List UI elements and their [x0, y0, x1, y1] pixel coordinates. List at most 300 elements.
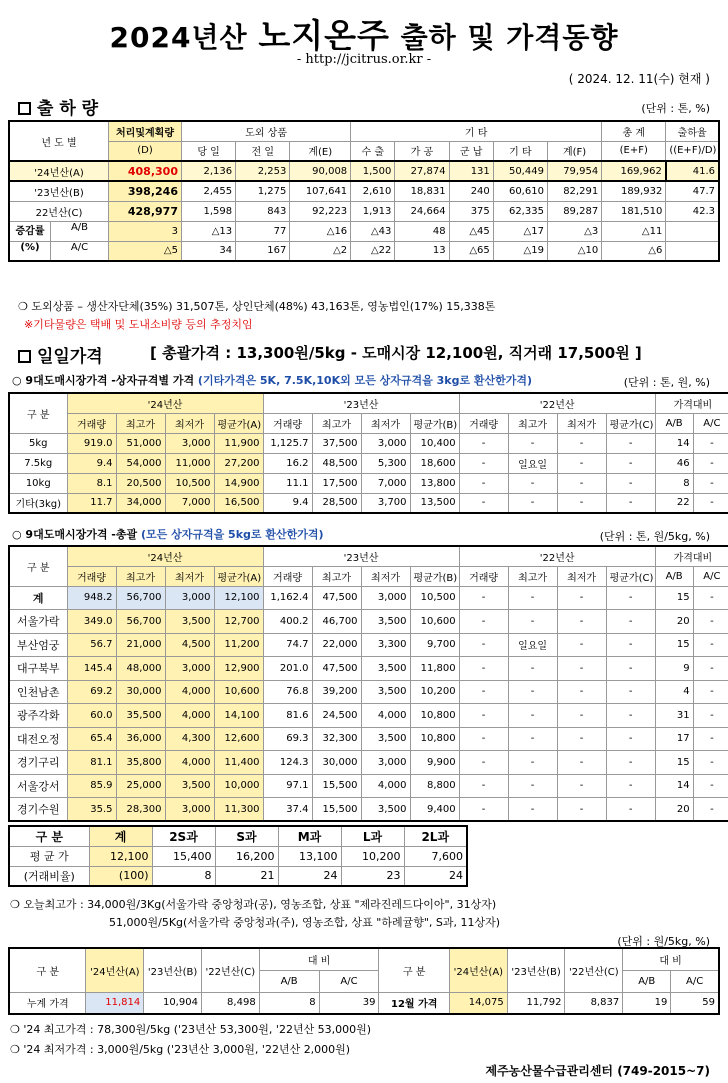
cell: - — [459, 610, 508, 634]
cell: 평균가(A) — [214, 413, 263, 433]
cell: 11,792 — [507, 992, 565, 1014]
cell: (100) — [89, 866, 152, 886]
cell: 22,000 — [312, 633, 361, 657]
cell: 10,600 — [214, 680, 263, 704]
cell: 145.4 — [67, 657, 116, 681]
cell: 1,500 — [351, 161, 395, 181]
cell: - — [557, 657, 606, 681]
cell: 4,000 — [361, 774, 410, 798]
cell: 11,400 — [214, 751, 263, 775]
cell: 11,000 — [165, 453, 214, 473]
cell: - — [557, 751, 606, 775]
site-url: - http://jcitrus.or.kr - — [296, 52, 432, 67]
cell: - — [459, 657, 508, 681]
cell: 11.7 — [67, 493, 116, 513]
cell: 20 — [655, 610, 693, 634]
cell: 최고가 — [312, 413, 361, 433]
cell: - — [606, 704, 655, 728]
cell: - — [557, 453, 606, 473]
cell: 47.7 — [666, 181, 719, 201]
cell: - — [557, 493, 606, 513]
table-row — [9, 774, 728, 798]
cell: - — [693, 657, 728, 681]
cell: 16,500 — [214, 493, 263, 513]
cell: - — [693, 586, 728, 610]
cell: 81.1 — [67, 751, 116, 775]
cell: - — [557, 586, 606, 610]
col-gubun: 구 분 — [9, 546, 67, 586]
col-y24: '24년산 — [67, 393, 263, 413]
table-row — [9, 704, 728, 728]
cell: - — [459, 774, 508, 798]
table-row — [9, 798, 728, 822]
cell: 167 — [236, 241, 290, 261]
cell: 39,200 — [312, 680, 361, 704]
col-y22: '22년산 — [459, 393, 655, 413]
change-ac-label: A/C — [50, 242, 108, 261]
col-outside: 도외 상품 — [181, 121, 350, 141]
cell: 14,900 — [214, 473, 263, 493]
size-header: 계 — [89, 826, 152, 846]
table-row — [9, 680, 728, 704]
cell: 평균가(C) — [606, 566, 655, 586]
cell: - — [508, 493, 557, 513]
cell: 9 — [655, 657, 693, 681]
cell: 11,800 — [410, 657, 459, 681]
cell: - — [508, 586, 557, 610]
cell: 18,600 — [410, 453, 459, 473]
cell: 12,100 — [89, 846, 152, 866]
cell: 34,000 — [116, 493, 165, 513]
cell: 2,136 — [181, 161, 235, 181]
cell: - — [606, 727, 655, 751]
cell: 9.4 — [67, 453, 116, 473]
cell: 35,800 — [116, 751, 165, 775]
cell: 14 — [655, 774, 693, 798]
cell: - — [557, 680, 606, 704]
checkbox-square-icon — [18, 350, 31, 363]
cell: 19 — [623, 992, 671, 1014]
cell: △65 — [449, 241, 493, 261]
cell: 거래량 — [263, 413, 312, 433]
cell: △22 — [351, 241, 395, 261]
cell: 69.2 — [67, 680, 116, 704]
cell: - — [508, 704, 557, 728]
cell: △16 — [290, 221, 351, 241]
daily-summary: [ 총괄가격 : 13,300원/5kg - 도매시장 12,100원, 직거래 17,500원 ] — [150, 344, 642, 362]
cell: △13 — [181, 221, 235, 241]
row-label: 5kg — [9, 433, 67, 453]
cell: 8 — [655, 473, 693, 493]
cell: 8 — [152, 866, 215, 886]
cell: 47,500 — [312, 586, 361, 610]
table-row — [9, 846, 467, 866]
today-max-note-1: ❍ 오늘최고가 : 34,000원/3Kg(서울가락 중앙청과(공), 영농조합, 상표 "제라진레드다이아", 31상자) — [10, 898, 497, 911]
cell: 843 — [236, 201, 290, 221]
row-label: (거래비율) — [9, 866, 89, 886]
cell: 428,977 — [109, 201, 182, 221]
report-date: ( 2024. 12. 11(수) 현재 ) — [568, 72, 710, 86]
row-label: 경기수원 — [9, 798, 67, 822]
shipment-unit: (단위 : 톤, %) — [641, 102, 710, 115]
cell: 최고가 — [508, 566, 557, 586]
cell: 최고가 — [312, 566, 361, 586]
cell: 거래량 — [67, 566, 116, 586]
row-label: 22년산(C) — [9, 201, 109, 221]
cell: - — [693, 798, 728, 822]
cell: 3,000 — [361, 751, 410, 775]
cell: 9.4 — [263, 493, 312, 513]
cell: 400.2 — [263, 610, 312, 634]
min-price-note: ❍ '24 최저가격 : 3,000원/5kg ('23년산 3,000원, '22년산 2,000원) — [10, 1043, 351, 1056]
cell: 일요일 — [508, 453, 557, 473]
cell: 최저가 — [557, 413, 606, 433]
cell: - — [557, 610, 606, 634]
cell: - — [693, 453, 728, 473]
col-header: 수 출 — [351, 141, 395, 161]
box-price-unit: (단위 : 톤, 원, %) — [623, 376, 710, 389]
cell: 59 — [671, 992, 719, 1014]
cell: 56,700 — [116, 610, 165, 634]
cell: △2 — [290, 241, 351, 261]
col-header: 군 납 — [449, 141, 493, 161]
cell: 398,246 — [109, 181, 182, 201]
row-label: 서울가락 — [9, 610, 67, 634]
cell: - — [606, 680, 655, 704]
change-label: 증감률 — [15, 225, 45, 237]
size-header: 2L과 — [404, 826, 467, 846]
table-row — [9, 221, 719, 241]
cell: 22 — [655, 493, 693, 513]
col-gubun: 구 분 — [379, 948, 450, 992]
change-ab-label: A/B — [50, 222, 108, 241]
col-header: 기 타 — [493, 141, 547, 161]
cell: 4 — [655, 680, 693, 704]
cell: 35.5 — [67, 798, 116, 822]
cell: 28,500 — [312, 493, 361, 513]
cell: 48 — [395, 221, 449, 241]
cell: 20 — [655, 798, 693, 822]
cell: 최저가 — [361, 413, 410, 433]
cell: 50,449 — [493, 161, 547, 181]
cell: 7,600 — [404, 846, 467, 866]
cell: 37.4 — [263, 798, 312, 822]
cell: 7,000 — [361, 473, 410, 493]
cell: - — [606, 610, 655, 634]
cell: 12,900 — [214, 657, 263, 681]
cumulative-price-table — [8, 947, 720, 1015]
cell: 4,500 — [165, 633, 214, 657]
cumulative-unit: (단위 : 원/5kg, %) — [617, 935, 710, 948]
table-row — [9, 866, 467, 886]
total-price-unit: (단위 : 톤, 원/5kg, %) — [599, 530, 710, 543]
cell: 97.1 — [263, 774, 312, 798]
shipment-section-title: 출 하 량 — [18, 94, 98, 119]
cell: 13 — [395, 241, 449, 261]
change-label: (%) — [20, 241, 40, 253]
cell: △10 — [547, 241, 601, 261]
cell: - — [508, 657, 557, 681]
cell: A/C — [693, 566, 728, 586]
col-y23: '23년산 — [263, 393, 459, 413]
cell: 거래량 — [263, 566, 312, 586]
cell: 18,831 — [395, 181, 449, 201]
col-total: 총 계 — [602, 121, 666, 141]
cell: - — [459, 680, 508, 704]
max-price-note: ❍ '24 최고가격 : 78,300원/5kg ('23년산 53,300원, '22년산 53,000원) — [10, 1023, 372, 1036]
cell: 평균가(C) — [606, 413, 655, 433]
cell: 15 — [655, 586, 693, 610]
cell: 16,200 — [215, 846, 278, 866]
cell: - — [606, 453, 655, 473]
cell: 62,335 — [493, 201, 547, 221]
cell: 10,600 — [410, 610, 459, 634]
col-plan: 처리및계획량 — [109, 121, 182, 141]
cell: △43 — [351, 221, 395, 241]
box-price-table — [8, 392, 728, 514]
row-label: '24년산(A) — [9, 161, 109, 181]
cell: 30,000 — [116, 680, 165, 704]
cell: A/C — [319, 970, 379, 992]
col-y24: '24년산 — [67, 546, 263, 566]
cell: 85.9 — [67, 774, 116, 798]
market-price-table — [8, 545, 728, 822]
cell: △45 — [449, 221, 493, 241]
cell: 948.2 — [67, 586, 116, 610]
cell: 21 — [215, 866, 278, 886]
daily-section-title: 일일가격 — [18, 342, 103, 367]
cell: 189,932 — [602, 181, 666, 201]
cell: 3,000 — [165, 433, 214, 453]
cell: 35,500 — [116, 704, 165, 728]
cell: 65.4 — [67, 727, 116, 751]
cell: 23 — [341, 866, 404, 886]
col-header: 전 일 — [236, 141, 290, 161]
cell: 일요일 — [508, 633, 557, 657]
col-y23: '23년산 — [263, 546, 459, 566]
table-row — [9, 181, 719, 201]
cell: - — [459, 798, 508, 822]
cell: - — [557, 774, 606, 798]
row-label: '23년산(B) — [9, 181, 109, 201]
cell: 3,000 — [165, 657, 214, 681]
cell: △3 — [547, 221, 601, 241]
footer-center: 제주농산물수급관리센터 (749-2015~7) — [485, 1064, 710, 1078]
table-row — [9, 657, 728, 681]
cell: 최저가 — [361, 566, 410, 586]
cell: 34 — [181, 241, 235, 261]
col-year: 년 도 별 — [9, 121, 109, 161]
cell: 349.0 — [67, 610, 116, 634]
cell: - — [508, 751, 557, 775]
cell: 375 — [449, 201, 493, 221]
col-compare: 대 비 — [259, 948, 379, 970]
col-header: 계(F) — [547, 141, 601, 161]
cell: 48,500 — [312, 453, 361, 473]
table-row — [9, 992, 719, 1014]
cell: - — [459, 704, 508, 728]
cell: 201.0 — [263, 657, 312, 681]
cell: - — [508, 473, 557, 493]
cell: - — [606, 633, 655, 657]
table-row — [9, 453, 728, 473]
cell: 10,200 — [341, 846, 404, 866]
cell: 3,500 — [165, 774, 214, 798]
cell: 11.1 — [263, 473, 312, 493]
cell: 3,000 — [165, 586, 214, 610]
cell: 8,800 — [410, 774, 459, 798]
col-y24: '24년산(A) — [86, 948, 144, 992]
cell: 240 — [449, 181, 493, 201]
etc-note: ※기타물량은 택배 및 도내소비량 등의 추정치임 — [24, 318, 253, 331]
col-header: 당 일 — [181, 141, 235, 161]
cell: 169,962 — [602, 161, 666, 181]
shipment-table — [8, 120, 720, 262]
cell: 77 — [236, 221, 290, 241]
cell: - — [508, 774, 557, 798]
cell: 거래량 — [459, 413, 508, 433]
cell: 3,500 — [361, 657, 410, 681]
cell: 10,500 — [165, 473, 214, 493]
size-price-table — [8, 825, 468, 887]
row-label: 7.5kg — [9, 453, 67, 473]
cell: - — [557, 727, 606, 751]
cell: 거래량 — [459, 566, 508, 586]
cell: - — [459, 493, 508, 513]
row-label: 12월 가격 — [379, 992, 450, 1014]
cell: - — [508, 798, 557, 822]
cell: 8.1 — [67, 473, 116, 493]
cell: 최고가 — [116, 413, 165, 433]
cell: - — [459, 633, 508, 657]
table-row — [9, 433, 728, 453]
cell: 20,500 — [116, 473, 165, 493]
cell: - — [557, 473, 606, 493]
row-label: 누계 가격 — [9, 992, 86, 1014]
cell: 9,700 — [410, 633, 459, 657]
cell: A/B — [623, 970, 671, 992]
cell: 124.3 — [263, 751, 312, 775]
cell: 3,000 — [165, 798, 214, 822]
cell: 7,000 — [165, 493, 214, 513]
cell: - — [459, 453, 508, 473]
cell: 15,500 — [312, 798, 361, 822]
total-price-title: ○ 9대도매시장가격 -총괄 (모든 상자규격을 5kg로 환산한가격) — [12, 528, 324, 541]
size-header: L과 — [341, 826, 404, 846]
cell: 1,162.4 — [263, 586, 312, 610]
cell: 1,913 — [351, 201, 395, 221]
cell: 15 — [655, 751, 693, 775]
col-header: 가 공 — [395, 141, 449, 161]
cell: 13,500 — [410, 493, 459, 513]
cell: 79,954 — [547, 161, 601, 181]
cell: 408,300 — [109, 161, 182, 181]
cell: 107,641 — [290, 181, 351, 201]
cell: 11,300 — [214, 798, 263, 822]
cell: 39 — [319, 992, 379, 1014]
cell: - — [606, 473, 655, 493]
col-y22: '22년산(C) — [201, 948, 259, 992]
cell: - — [693, 473, 728, 493]
cell: 12,600 — [214, 727, 263, 751]
cell: 8,837 — [565, 992, 623, 1014]
cell: 131 — [449, 161, 493, 181]
cell: 17,500 — [312, 473, 361, 493]
cell: 평균가(A) — [214, 566, 263, 586]
table-row — [9, 610, 728, 634]
row-label: 평 균 가 — [9, 846, 89, 866]
cell: - — [693, 727, 728, 751]
cell: - — [693, 680, 728, 704]
cell: 3,500 — [361, 680, 410, 704]
cell: 30,000 — [312, 751, 361, 775]
box-price-title: ○ 9대도매시장가격 -상자규격별 가격 (기타가격은 5K, 7.5K,10K외 모든 상자규격을 3kg로 환산한가격) — [12, 374, 533, 387]
cell: - — [693, 633, 728, 657]
table-row — [9, 241, 719, 261]
cell: 25,000 — [116, 774, 165, 798]
table-row — [9, 633, 728, 657]
cell: 42.3 — [666, 201, 719, 221]
cell: △19 — [493, 241, 547, 261]
cell: 4,000 — [165, 751, 214, 775]
table-row — [9, 161, 719, 181]
cell: - — [508, 727, 557, 751]
cell: - — [459, 433, 508, 453]
cell: 15,400 — [152, 846, 215, 866]
cell: 14,100 — [214, 704, 263, 728]
cell: 32,300 — [312, 727, 361, 751]
cell: 3,500 — [165, 610, 214, 634]
cell: - — [606, 493, 655, 513]
cell: 41.6 — [666, 161, 719, 181]
table-row — [9, 473, 728, 493]
cell: - — [508, 680, 557, 704]
row-label: 서울강서 — [9, 774, 67, 798]
col-compare: 가격대비 — [655, 546, 728, 566]
cell: 3,000 — [361, 433, 410, 453]
cell: 47,500 — [312, 657, 361, 681]
cell: 54,000 — [116, 453, 165, 473]
cell: 14 — [655, 433, 693, 453]
table-row — [9, 751, 728, 775]
cell: - — [557, 798, 606, 822]
cell: 92,223 — [290, 201, 351, 221]
cell: 4,300 — [165, 727, 214, 751]
cell: 15 — [655, 633, 693, 657]
cell: 60,610 — [493, 181, 547, 201]
cell: 1,598 — [181, 201, 235, 221]
cell: 10,904 — [144, 992, 202, 1014]
cell: - — [557, 433, 606, 453]
cell: 10,400 — [410, 433, 459, 453]
cell: △17 — [493, 221, 547, 241]
cell — [666, 221, 719, 241]
cell: 16.2 — [263, 453, 312, 473]
cell: 36,000 — [116, 727, 165, 751]
cell: △11 — [602, 221, 666, 241]
cell: - — [693, 774, 728, 798]
col-header: 계(E) — [290, 141, 351, 161]
cell: - — [459, 751, 508, 775]
table-row — [9, 586, 728, 610]
cell: 8,498 — [201, 992, 259, 1014]
size-header: M과 — [278, 826, 341, 846]
cell: 9,400 — [410, 798, 459, 822]
cell: - — [508, 433, 557, 453]
col-rate: 출하율 — [666, 121, 719, 141]
cell: 82,291 — [547, 181, 601, 201]
cell: A/B — [655, 413, 693, 433]
